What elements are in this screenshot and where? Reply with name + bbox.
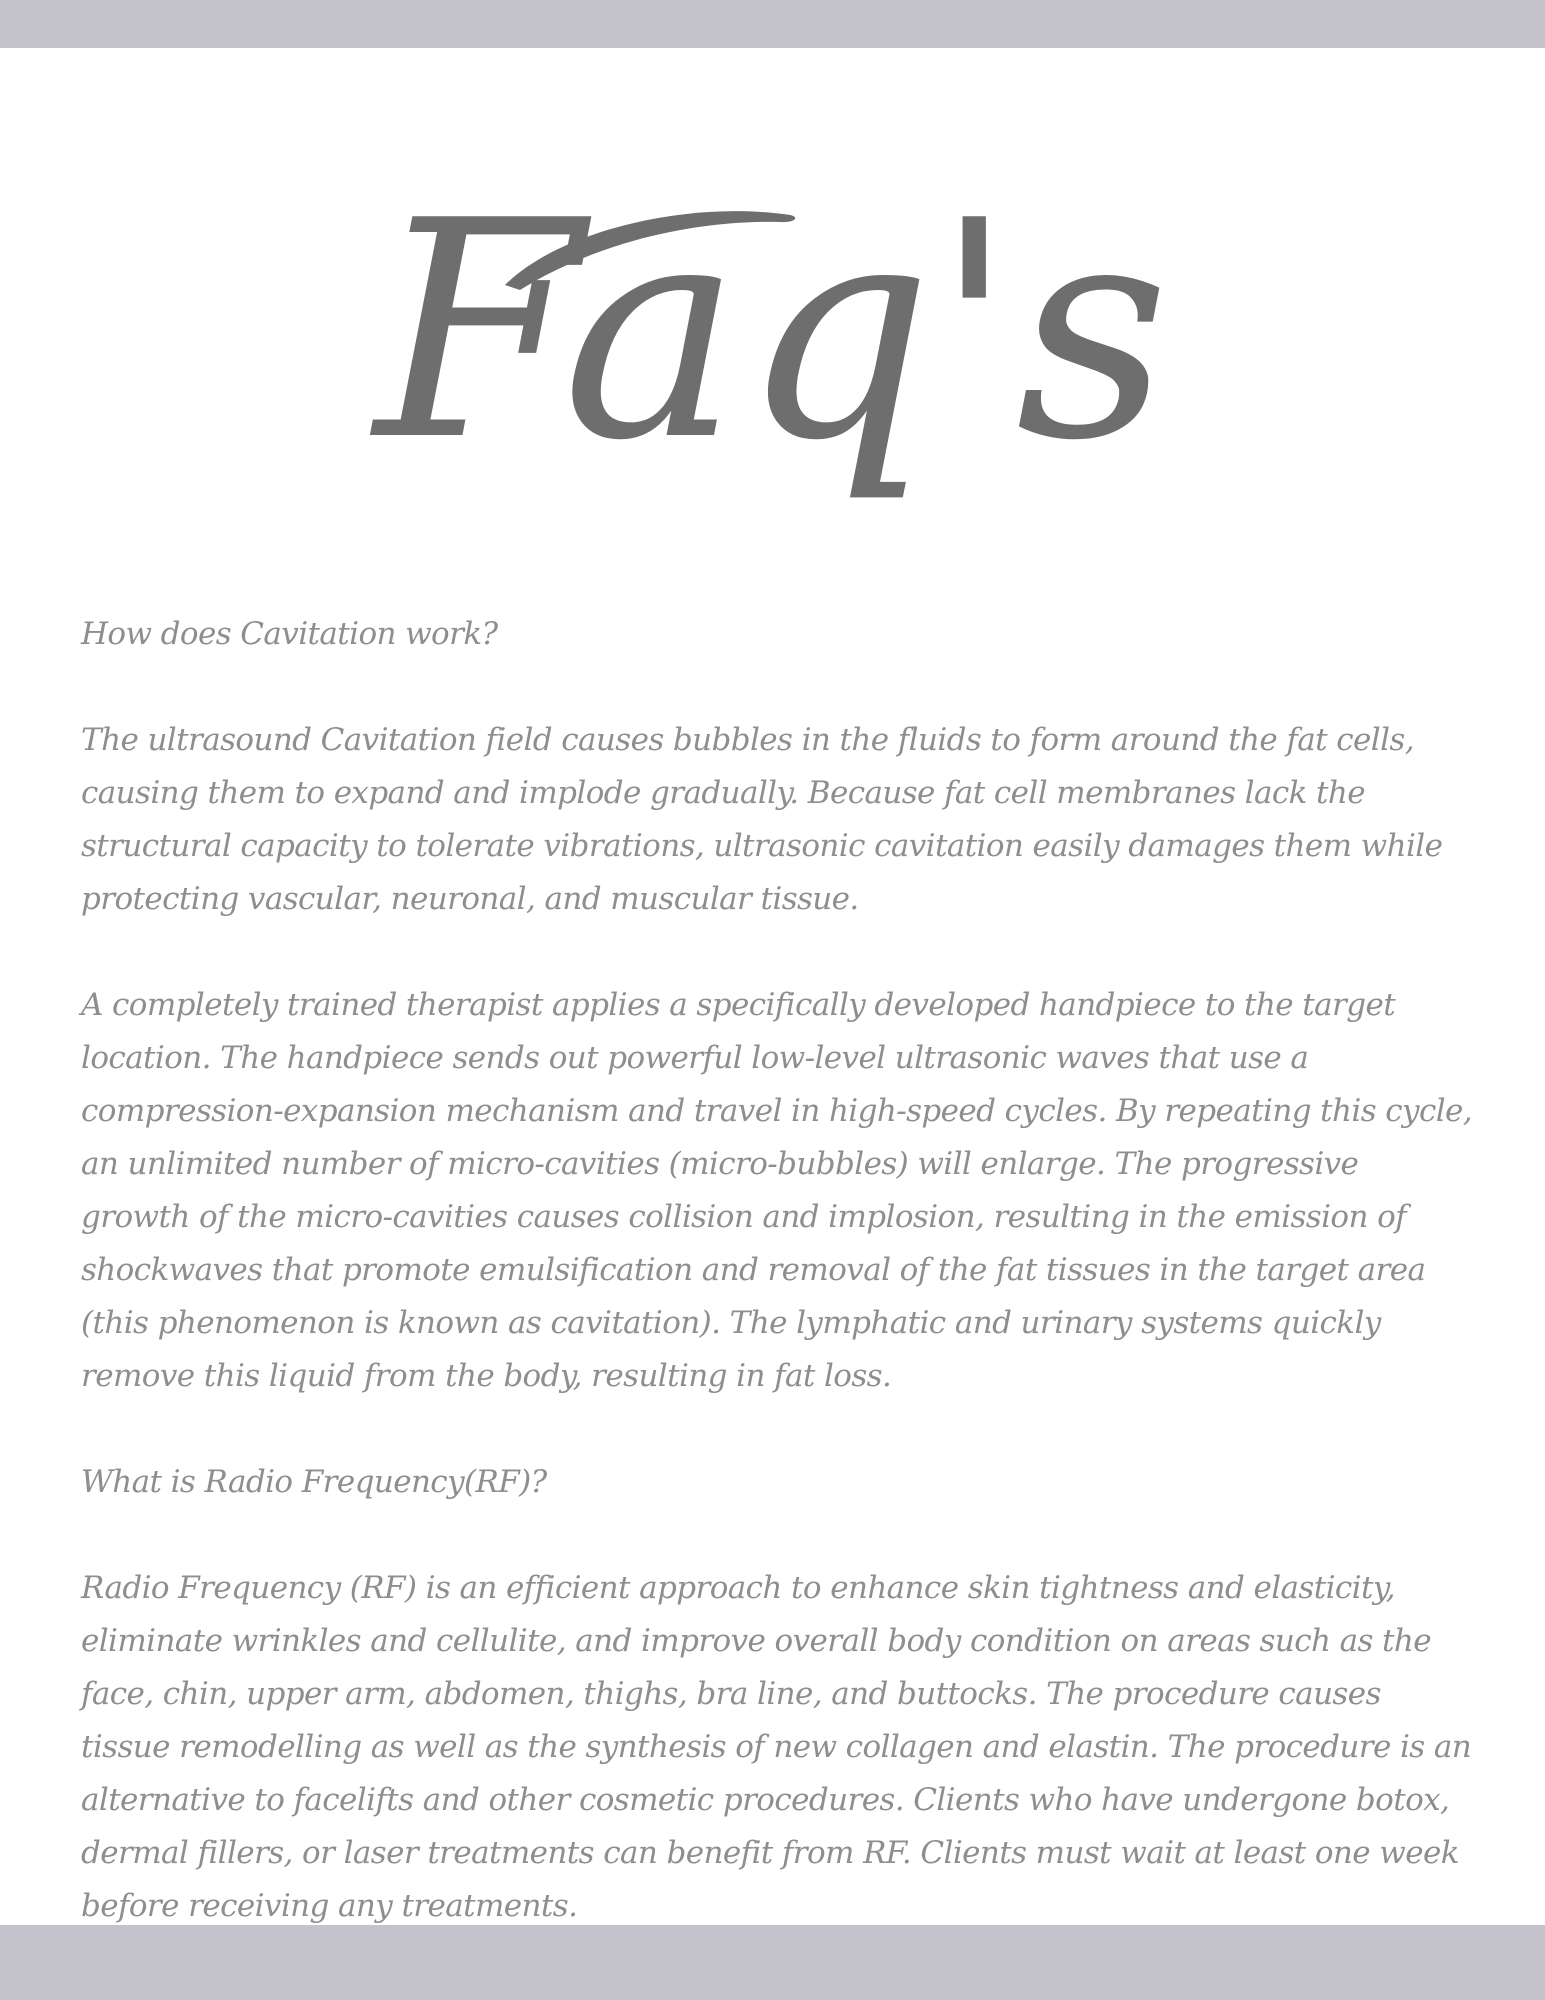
faq-answer-rf-1: Radio Frequency (RF) is an efficient approach to enhance skin tightness and elasticity, eliminate wrinkles and cellulite, and improve overall body condition on areas such as the face, chin, upper arm, abdomen, thighs, bra line, and buttocks. The procedure causes tissue remodelling as well as the synthesis of new collagen and elastin. The procedure is an alternative to facelifts and other cosmetic procedures. Clients who have undergone botox, dermal fillers, or laser treatments can benefit from RF. Clients must wait at least one week before receiving any treatments. <box>81 1570 1472 1924</box>
page-title: Faq's <box>374 157 1170 500</box>
faq-answer-cavitation-2: A completely trained therapist applies a specifically developed handpiece to the target location. The handpiece sends out powerful low-level ultrasonic waves that use a compression-expansion mechanism and travel in high-speed cycles. By repeating this cycle, an unlimited number of micro-cavities (micro-bubbles) will enlarge. The progressive growth of the micro-cavities causes collision and implosion, resulting in the emission of shockwaves that promote emulsification and removal of the fat tissues in the target area (this phenomenon is known as cavitation). The lymphatic and urinary systems quickly remove this liquid from the body, resulting in fat loss. <box>81 987 1473 1394</box>
faq-answer-cavitation-1: The ultrasound Cavitation field causes bubbles in the fluids to form around the fat cells, causing them to expand and implode gradually. Because fat cell membranes lack the structural capacity to tolerate vibrations, ultrasonic cavitation easily damages them while protecting vascular, neuronal, and muscular tissue. <box>81 722 1443 917</box>
title-area <box>0 80 1545 500</box>
bottom-band <box>0 1925 1545 2000</box>
faq-content <box>81 608 1476 1986</box>
top-band <box>0 0 1545 48</box>
faq-question-rf: What is Radio Frequency(RF)? <box>81 1464 547 1500</box>
title-script-graphic <box>0 80 1545 500</box>
faq-question-cavitation: How does Cavitation work? <box>81 616 498 652</box>
